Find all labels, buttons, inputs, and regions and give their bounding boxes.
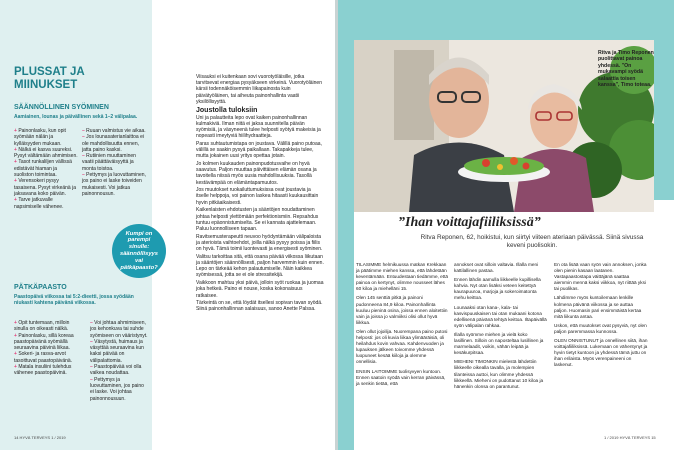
article-dek: Ritva Reponen, 62, hoikistui, kun siirtyi viiteen ateriaan päivässä. Siinä sivussa keveni puolisokin. [420, 234, 644, 249]
section1-pros-list [14, 128, 78, 210]
paragraph: OLEN ONNISTUNUT ja onnellinen siitä, ihan voittajafiiliksissä. Lukemaan on vähentynyt ja hyvin tietyt kuntoon ja yhdessä tämä juttu on ihan erilaista. Myös verenpaineeni on laskenut. [554, 338, 648, 368]
paragraph: ENSIN LAITOIMME tuolisyvyen kuntoon. Ennen saatoin syödä vain kerran päivässä, ja senkin tietää, että [356, 368, 446, 386]
bullet-marker: – [82, 134, 87, 141]
list-item [14, 128, 78, 147]
paragraph: MIEHENI TIMONKIN mielestä lähdettiin liikkeelle oikealla tavalla, ja molempien tilanteissa auttoi, kun olimme yhdessä liikkeellä. Mieheni on pudottanut 10 kiloa ja hänenkin olonsa on parantunut. [454, 359, 544, 389]
bullet-marker: + [14, 332, 19, 339]
list-item-text: Ruuan valmistus vie aikaa. [86, 128, 146, 134]
list-item [14, 147, 78, 160]
list-item-text: Rutiinien muuttaminen vaatii päättäväisyyttä ja monta toistoa. [82, 153, 136, 172]
paragraph: En ota lisää vaan syön vain annoksen, jonka olen pienin kasaan laatanen. Vastapaastostapa väittäjänä saattaa aiemmin mennä kaksi viikkoa, nyt riittää yksi tai puolikas. [554, 262, 647, 292]
list-item-text: Väsytystä, huimaus ja väsyttää seuraavina kun kaksi päivää on välipalattomia. [90, 338, 144, 364]
list-item [90, 320, 148, 339]
bullet-marker: – [82, 128, 87, 134]
list-item [14, 333, 78, 352]
paragraph: Uskon, että muutokset ovat pysyviä, nyt olen paljon paremmassa kunnossa. [554, 322, 647, 334]
section2-heading: PÄTKÄPAASTO [14, 284, 67, 291]
section1-lead: Aamiainen, lounas ja päivällinen sekä 1–2 välipalaa. [14, 114, 138, 120]
list-item [14, 364, 78, 377]
paragraph: Ravitsemusterapeutti neuvoo hyödyntämään välipaloista ja aterioista vaihtoehdot, joilla nälkä pysyy poissa ja fiilis on hyvä. Tämä toimii luontevasti ja energisesti syöminen. [196, 233, 323, 253]
paragraph: Olen 145 senttiä pitkä ja painoni pudonneena 84,9 kiloa. Painonhallinta kuuluu pieninä osina, joissa ennen aloitettiin vain ja joissa jo valmiiksi olisi ollut hyvä liikkua. [356, 295, 448, 325]
bullet-marker: + [14, 197, 19, 204]
section2-pros-list [14, 320, 78, 377]
paragraph: Valitsu tarkoittaa sitä, että osana päivää viikossa liikutaan ja sääntöjen säännöllisesti, paljon harvemmin kuin ennen. Lepo on tärkeää kehon palautumiselle. Näin kaikkea syömisessä, jotta se ei ole stressitekijä. [196, 253, 324, 279]
section1-cons-list [82, 128, 148, 197]
bullet-marker: + [14, 178, 19, 185]
article-subheading: Joustolla tuloksiin [196, 106, 258, 114]
paragraph: Lähdimme myös kuntoilemaan lenkille kolmena päivänä viikossa ja se auttaa paljon. Huomasin pari ensimmäistä kertaa mitä liikunta antaa. [554, 295, 642, 319]
bullet-marker: – [82, 153, 87, 160]
bullet-marker: – [82, 172, 87, 179]
list-item-text: Nälkä ei kasva suureksi. Pysyt vältämään ahmimisen. [14, 146, 78, 160]
right-column-3 [554, 262, 648, 372]
list-item [14, 159, 78, 178]
article-paragraphs [196, 115, 324, 313]
section2-cons-list [90, 320, 148, 402]
list-item-text: Tasot runkaliljen vällissä edistävät hiaman ja suoliston toimintaa. [14, 159, 72, 179]
left-page [0, 0, 336, 450]
right-column-1 [356, 262, 448, 390]
paragraph: Uni ja palautteita lepo ovat kaiken painonhallinnan kulmakiviä. Ilman niitä ei jaksa suunnitella päivän syömisiä, ja väsyneenä tulee helposti syötyä makeisia ja nopeasti imeytyviä hiilihydraatteja. [196, 114, 321, 140]
paragraph: Kaikenlaisten ehdotusten ja sääntöjen noudattaminen johtaa helposti ylettömään perfektionismiin. Repsahdus tuntuu epäonnistumiselta. Se ei kannata ajattelemaan. Paluu luonnolliseen tapaan. [196, 207, 319, 232]
paragraph: annokset ovat silloin valtavia. Illalla meni kattilallinen pastaa. [454, 262, 539, 274]
bullet-marker: – [90, 364, 95, 371]
list-item [82, 134, 148, 153]
teal-side-strip [338, 200, 354, 450]
list-item [14, 178, 78, 197]
bullet-marker: + [14, 364, 19, 371]
bullet-marker: + [14, 320, 19, 326]
bullet-marker: – [90, 320, 95, 326]
bullet-marker: + [14, 146, 19, 153]
paragraph: Jo kolmen kuukauden painonpudotusvaihe on hyvä saavutus. Paljon muuttaa päivittäisen elämän osana ja tavoitella niissä myös uusia mahdollisuuksia. Tasollä kestävämpää on elämäntapamuutos. [196, 160, 317, 186]
list-item [14, 197, 78, 210]
paragraph: Tärkeintä on se, että löydät itsellesi sopivan tavan syödä. Siinä painonhallinnan salaisuus, sanoo Anette Palssa. [196, 300, 323, 313]
paragraph: Lounaaksi otan kana-, kala- tai kasvispuuskaisen tai otan mukaani kotona edellisenä päivänä tehtyä keittoa. Iltapäivällä syön välipalan rahkaa. [454, 304, 547, 328]
paragraph: TILASIMME helmikuussa matkan Krekkaan ja päätimme miehen kanssa, että lähdetään keventämään. Entuudestaan tiedämme, että painoa on kertynyt, olimme nousseet lähes 60 kiloa ja miehelläni 15. [356, 262, 448, 292]
list-item-text: Voi johtaa ahmimiseen, jos kehonkuva tai suhde syömiseen on vääristynyt. [90, 320, 148, 339]
paragraph: Paras suhtautumistapa on joustava. Välillä paino putoaa, välillä se saakin pysyä paikallaan. Takapakkeja tulee, mutta jokainen uusi yritys opettaa jotain. [196, 140, 322, 160]
list-item-text: Opit tuntemaan, milloin sinulla on oikeasti nälkä. [14, 320, 70, 333]
article-headline: ”Ihan voittajafiiliksissä” [398, 215, 541, 230]
paragraph: Illalla syömme miehen ja vielä koko lasillinen. Silloin on naposteltaa lusillinen ja marmelaadit, voikin, vähän leipää ja kesäkurpitsaa. [454, 331, 544, 356]
photo-caption: Ritva ja Timo Reponen puolittavat painoa yhdessä. "On mukavampi syödä salaattia toisen kanssa", Timo toteaa. [598, 50, 654, 89]
list-item-text: Pettymys ja luovuttaminen, jos paino ei laske toiveiden mukaisesti. Voi jatkua painonnousun. [82, 172, 146, 197]
list-item [82, 153, 148, 172]
list-item-text: Sokeri- ja rasva-arvot tasoittuvat paastopäivänä. [14, 351, 73, 364]
list-item [14, 320, 78, 333]
list-item-text: Matala insuliini tulehdus vähenee paastopäivinä. [14, 364, 72, 377]
section2-lead: Paastopäivä viikossa tai 5:2-dieetti, jossa syödään niukasti kahtena päivänä viikossa. [14, 294, 134, 307]
list-item-text: Pettymys ja luovuttaminen, jos paino ei laske. Voi johtaa painonnousuun. [90, 376, 144, 402]
right-column-2 [454, 262, 548, 393]
article-column [196, 74, 324, 314]
list-item [82, 172, 148, 197]
bullet-marker: + [14, 351, 19, 358]
list-item [14, 351, 78, 364]
bullet-marker: + [14, 128, 19, 134]
left-footer: 14 HYVÄ TERVEYS 1 / 2019 [14, 435, 66, 440]
list-item-text: Painonlasku, sillä koreaa paastopäivänä syömällä seuraavina päivinä liikaa. [14, 332, 74, 352]
list-item [90, 339, 148, 364]
pull-quote-bubble: Kumpi on parempi sinulle: säännöllisyys vai pätkäpaasto? [112, 224, 166, 278]
list-item-text: Verensokeri pysyy tasaisena. Pysyt virkeänä ja jaksavana koko päivän. [14, 178, 76, 197]
bullet-marker: – [90, 376, 95, 383]
paragraph: Ennen lähdin aamulla liikkeelle kupillisella kahvia. Nyt otan lisäksi veteen keitettyä kaurapuuroa, marjoja ja sokeroimatonta mehu keittoa. [454, 277, 541, 301]
paragraph: Jos muutokset ruokailuttumuksissa ovat joustavia ja itselle helppoja, voi painon laskea hitaasti kuukausittain hyvin pitkäaikaisesti. [196, 187, 319, 206]
list-item [90, 364, 148, 377]
page-title: PLUSSAT JA MIINUKSET [14, 66, 85, 91]
list-item-text: Paastopäivää voi olla vaikea noudattaa. [90, 364, 142, 377]
list-item-text: Tarve jatkuvalle napsimiselle vähenee. [14, 197, 64, 210]
paragraph: Olen ollut jojoilija. Nuorempana paino putosi helposti: jos oli kuvia liikaa ylimääräisiä, oli heilahdus kovin vahvaa. Kahdenvuoden ja lupauksen jälkeen toivomme yhdessä luopuneet kesää kiiloja ja olemme onnellisia. [356, 328, 448, 365]
bullet-marker: – [90, 338, 95, 345]
right-footer: 1 / 2019 HYVÄ TERVEYS 15 [604, 435, 656, 440]
bullet-marker: + [14, 159, 19, 166]
list-item-text: Jos lounasaterianlaittoa ei ole mahdollisuutta ennen, jatta paino kasksi. [82, 134, 144, 153]
list-item [90, 377, 148, 402]
section1-heading: SÄÄNNÖLLINEN SYÖMINEN [14, 104, 109, 111]
paragraph: Vaikkoon mahtuu yksi päivä, jolloin syöt ruokaa ja juomaa joka hetkeä. Paino ei nouse, koska kokonaisuus ratkaisee. [196, 280, 324, 299]
list-item-text: Painonlasku, kun opit syömään nälän ja kylläisyyden mukaan. [14, 128, 66, 147]
article-intro: Viisauksi ei kuitenkaan sovi vuorotyöläisille, jotka tarvitsevat energiaa pysyäkseen virkeinä. Vuorotyöläinen kärsii todennäköisemmin liikapainosta kuin päivätyöläinen, tai aiheuta painonhallinta vaatii yksilöllisyyttä. [196, 74, 322, 105]
